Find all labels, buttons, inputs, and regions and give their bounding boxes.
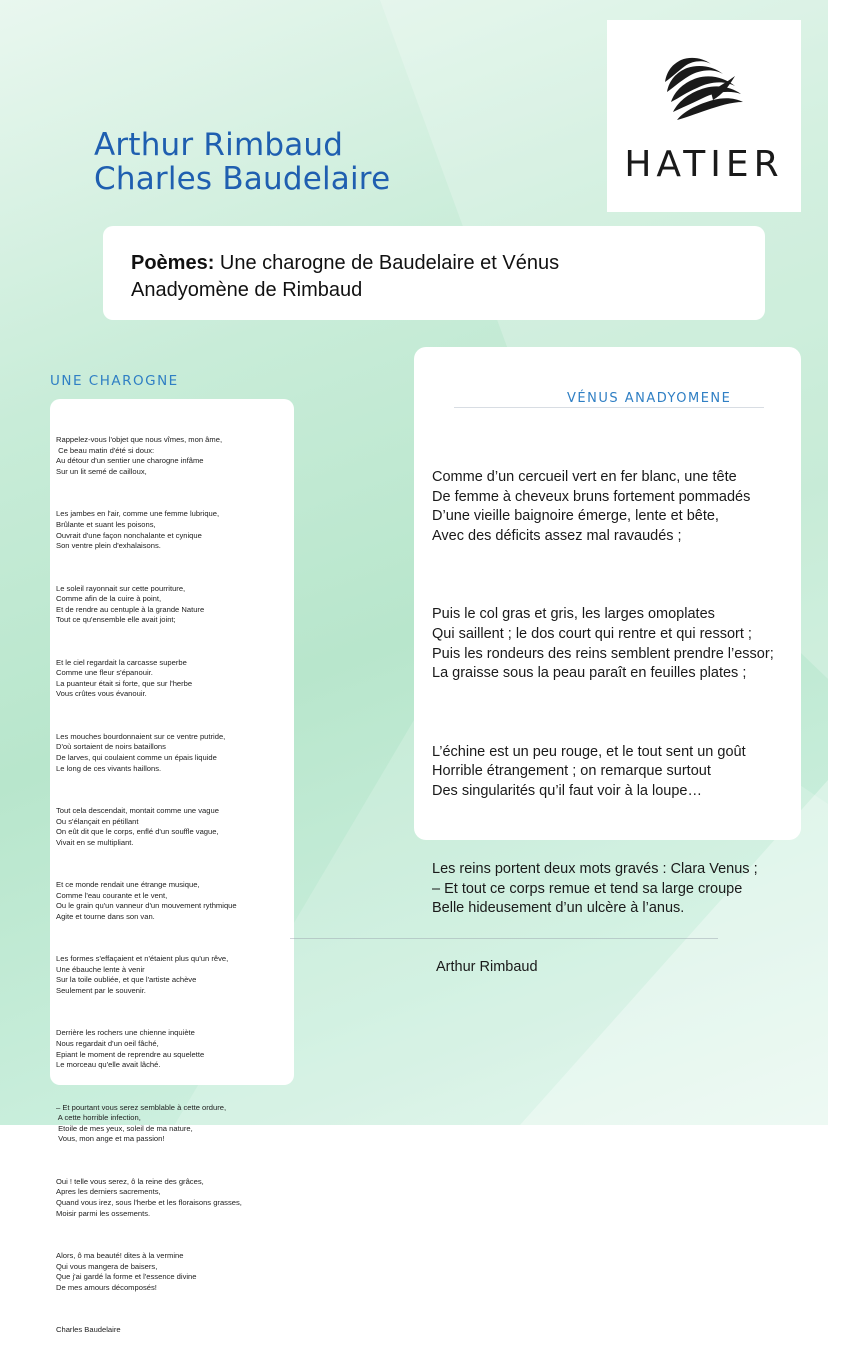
left-poem-text xyxy=(56,414,292,1367)
publisher-logo xyxy=(607,20,801,212)
poem-stanza: Puis le col gras et gris, les larges omoplates Qui saillent ; le dos court qui rentre et qui ressort ; Puis les rondeurs des reins semblent prendre l’essor; La graisse sous la peau paraît en feuilles plates ; xyxy=(432,606,774,682)
poem-stanza: Et le ciel regardait la carcasse superbe Comme une fleur s'épanouir. La puanteur était si forte, que sur l'herbe Vous crûtes vous évanouir. xyxy=(56,657,193,699)
authors-heading xyxy=(94,128,390,196)
divider xyxy=(290,938,718,939)
subject-line: Une charogne de Baudelaire et Vénus xyxy=(214,252,560,274)
right-poem-title: VÉNUS ANADYOMENE xyxy=(567,391,732,406)
subject-label: Poèmes: xyxy=(131,252,215,274)
poem-signature: Charles Baudelaire xyxy=(56,1325,121,1335)
poem-stanza: Les mouches bourdonnaient sur ce ventre putride, D'où sortaient de noirs bataillons De larves, qui coulaient comme un épais liquide Le long de ces vivants haillons. xyxy=(56,731,226,773)
poem-stanza: Derrière les rochers une chienne inquiète Nous regardait d'un oeil fâché, Epiant le moment de reprendre au squelette Le morceau qu'elle avait lâché. xyxy=(56,1028,205,1070)
right-poem-card xyxy=(414,347,801,976)
logo-wordmark: HATIER xyxy=(624,144,784,185)
author-name: Arthur Rimbaud xyxy=(94,127,344,163)
poem-stanza: – Et pourtant vous serez semblable à cette ordure, A cette horrible infection, Etoile de mes yeux, soleil de ma nature, Vous, mon ange et ma passion! xyxy=(56,1102,227,1144)
poem-stanza: Les jambes en l'air, comme une femme lubrique, Brûlante et suant les poisons, Ouvrait d'une façon nonchalante et cynique Son ventre plein d'exhalaisons. xyxy=(56,509,220,551)
poem-stanza: Comme d’un cercueil vert en fer blanc, une tête De femme à cheveux bruns fortement pommadés D’une vieille baignoire émerge, lente et bête, Avec des déficits assez mal ravaudés ; xyxy=(432,469,751,544)
poem-signature: Arthur Rimbaud xyxy=(436,959,538,976)
hatier-feather-icon xyxy=(607,20,801,130)
subject-line: Anadyomène de Rimbaud xyxy=(131,279,363,301)
poem-stanza: Les formes s'effaçaient et n'étaient plus qu'un rêve, Une ébauche lente à venir Sur la toile oubliée, et que l'artiste achève Seulement par le souvenir. xyxy=(56,954,229,996)
poem-stanza: Rappelez-vous l'objet que nous vîmes, mon âme, Ce beau matin d'été si doux: Au détour d'un sentier une charogne infâme Sur un lit semé de cailloux, xyxy=(56,435,223,476)
divider xyxy=(454,407,764,408)
left-poem-card xyxy=(50,399,294,1335)
poem-stanza: L’échine est un peu rouge, et le tout sent un goût Horrible étrangement ; on remarque surtout Des singularités qu’il faut voir à la loupe… xyxy=(432,743,746,799)
poem-stanza: Alors, ô ma beauté! dites à la vermine Qui vous mangera de baisers, Que j'ai gardé la forme et l'essence divine De mes amours décomposés! xyxy=(56,1250,197,1292)
subject-text xyxy=(131,250,751,304)
poem-stanza: Le soleil rayonnait sur cette pourriture, Comme afin de la cuire à point, Et de rendre au centuple à la grande Nature Tout ce qu'ensemble elle avait joint; xyxy=(56,583,205,625)
poem-stanza: Oui ! telle vous serez, ô la reine des grâces, Apres les derniers sacrements, Quand vous irez, sous l'herbe et les floraisons grasses, Moisir parmi les ossements. xyxy=(56,1176,242,1218)
author-name: Charles Baudelaire xyxy=(94,161,391,197)
poem-stanza: Et ce monde rendait une étrange musique, Comme l'eau courante et le vent, Ou le grain qu'un vanneur d'un mouvement rythmique Agite et tourne dans son van. xyxy=(56,880,237,921)
right-poem-text xyxy=(432,429,794,1017)
subject-card xyxy=(103,226,765,320)
poem-stanza: Tout cela descendait, montait comme une vague Ou s'élançait en pétillant On eût dit que le corps, enflé d'un souffle vague, Vivait en se multipliant. xyxy=(56,805,219,847)
poem-stanza: Les reins portent deux mots gravés : Clara Venus ; – Et tout ce corps remue et tend sa large croupe Belle hideusement d’un ulcère à l’anus. xyxy=(432,861,758,917)
left-poem-title: UNE CHAROGNE xyxy=(50,373,179,389)
